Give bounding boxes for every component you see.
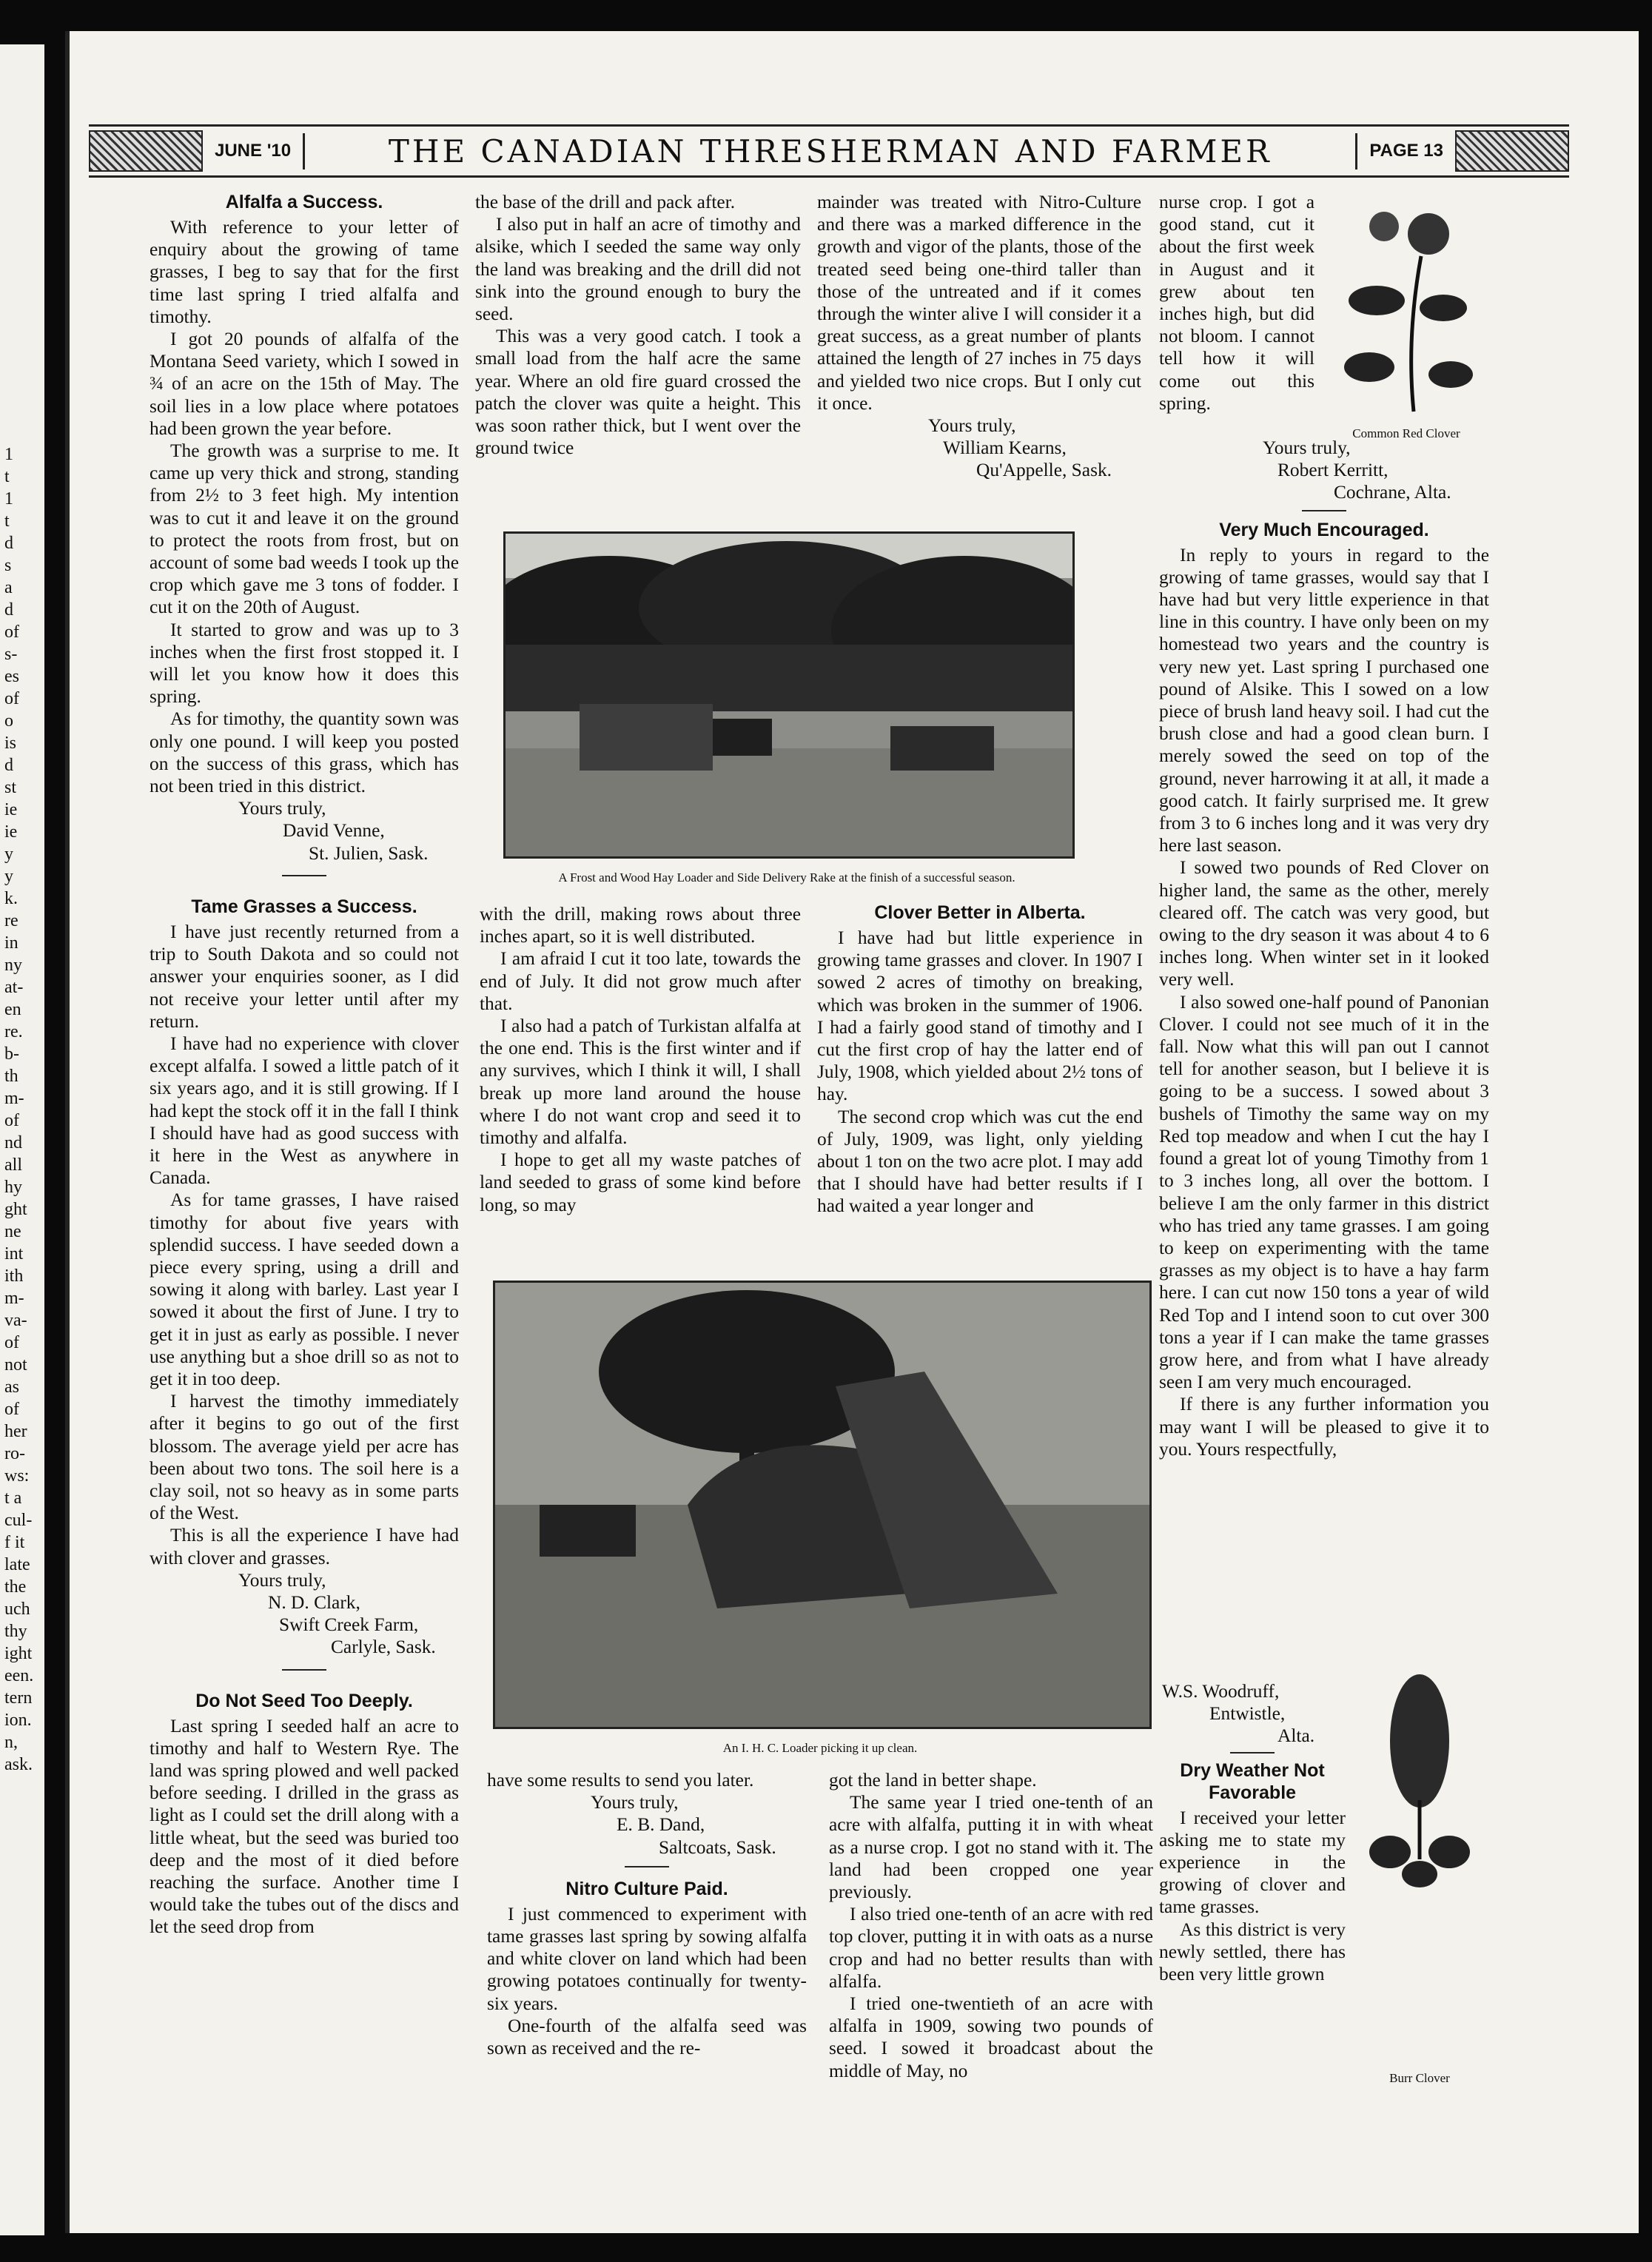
adjacent-page-fragment: ask. <box>4 1755 33 1774</box>
article-heading: Dry Weather Not Favorable <box>1180 1759 1325 1803</box>
paragraph: The second crop which was cut the end of July, 1909, was light, only yielding about 1 ton on the two acre plot. I may add that I should have had better results if I had waited a year longer and <box>817 1106 1143 1217</box>
paragraph: I just commenced to experiment with tame grasses last spring by sowing alfalfa and white clover on land which had been growing potatoes continually for twenty-six years. <box>487 1903 807 2014</box>
paragraph: As this district is very newly settled, there has been very little grown <box>1159 1919 1346 1985</box>
adjacent-page-fragment: as <box>4 1377 19 1397</box>
adjacent-page-fragment: s- <box>4 645 18 664</box>
adjacent-page-fragment: t a <box>4 1489 22 1508</box>
paragraph: I also had a patch of Turkistan alfalfa at the one end. This is the first winter and if any survives, which I think it will, I shall break up more land around the house where I do not want crop and seed it to timothy and alfalfa. <box>480 1016 801 1149</box>
adjacent-page-fragment: of <box>4 1400 19 1419</box>
paragraph: With reference to your letter of enquiry about the growing of tame grasses, I beg to say that for the first time last spring I tried alfalfa and timothy. <box>150 217 459 327</box>
divider <box>625 1866 669 1867</box>
adjacent-page-fragment: y <box>4 867 13 886</box>
signature-line: Yours truly, <box>238 1569 326 1591</box>
paragraph: mainder was treated with Nitro-Culture and there was a marked difference in the growth and vigor of the plants, those of the treated seed being one-third taller than those of the untreated and if it comes through the winter alive I will consider it a great success, as a great number of plants attained the length of 27 inches in 75 days and yielded two nice crops. But I only cut it once. <box>817 192 1141 414</box>
adjacent-page-fragment: ny <box>4 956 22 975</box>
paragraph: This was a very good catch. I took a small load from the half acre the same year. Where an old fire guard crossed the patch the clover was quite a height. This was soon rather thick, but I went over the ground twice <box>475 326 801 459</box>
paragraph: I am afraid I cut it too late, towards the end of July. It did not grow much after that. <box>480 948 801 1014</box>
photo-caption: An I. H. C. Loader picking it up clean. <box>722 1741 918 1755</box>
burr-clover-illustration <box>1346 1674 1494 1896</box>
photo-ihc-loader-image <box>495 1283 1149 1727</box>
adjacent-page-fragment: b- <box>4 1044 19 1064</box>
signature-line: Saltcoats, Sask. <box>659 1836 776 1858</box>
paragraph: One-fourth of the alfalfa seed was sown as received and the re- <box>487 2015 807 2059</box>
adjacent-page-fragment: hy <box>4 1178 22 1197</box>
signature-line: Entwistle, <box>1209 1703 1286 1725</box>
adjacent-page-fragment: uch <box>4 1600 30 1619</box>
adjacent-page-fragment: s <box>4 556 12 575</box>
issue-date: JUNE '10 <box>215 141 292 161</box>
adjacent-page-fragment: n, <box>4 1733 18 1752</box>
adjacent-page-fragment: all <box>4 1155 22 1175</box>
adjacent-page-fragment: m- <box>4 1289 24 1308</box>
masthead-ornament-left <box>89 130 203 172</box>
article-heading: Alfalfa a Success. <box>225 192 383 212</box>
adjacent-page-fragment: t <box>4 467 10 486</box>
paragraph: the base of the drill and pack after. <box>475 192 736 212</box>
signature <box>487 1791 807 1859</box>
paragraph: As for tame grasses, I have raised timothy for about five years with splendid success. I have seeded down a piece every spring, using a drill and sowing it along with barley. Last year I sowed it about the first of June. I try to get it in just as early as possible. I never use anything but a shoe drill so as not to get it in too deep. <box>150 1189 459 1389</box>
article-heading: Do Not Seed Too Deeply. <box>195 1690 413 1711</box>
publication-title: THE CANADIAN THRESHERMAN AND FARMER <box>303 133 1357 170</box>
signature-line: E. B. Dand, <box>617 1814 705 1836</box>
signature-line: St. Julien, Sask. <box>309 842 429 864</box>
page-number: PAGE 13 <box>1369 141 1443 161</box>
adjacent-page-fragment: in <box>4 933 19 953</box>
adjacent-page-fragment: y <box>4 845 13 864</box>
adjacent-page-fragment: late <box>4 1555 30 1574</box>
signature-line: Yours truly, <box>1263 437 1351 458</box>
paragraph: This is all the experience I have had with clover and grasses. <box>150 1525 459 1568</box>
adjacent-page-fragment: ro- <box>4 1444 25 1463</box>
adjacent-page-fragment: d <box>4 756 13 775</box>
adjacent-page-fragment: f it <box>4 1533 25 1552</box>
signature-line: Yours truly, <box>928 415 1016 437</box>
divider <box>282 875 326 876</box>
photo-hay-loader-image <box>506 534 1072 856</box>
adjacent-page-fragment: is <box>4 734 17 753</box>
adjacent-page-fragment: t <box>4 511 10 531</box>
signature-line: Qu'Appelle, Sask. <box>976 460 1112 481</box>
paragraph: I also tried one-tenth of an acre with red top clover, putting it in with oats as a nurse crop and had no better results than with alfalfa. <box>829 1904 1153 1992</box>
paragraph: I harvest the timothy immediately after it begins to go out of the first blossom. The average yield per acre has been about two tons. The soil here is a clay soil, not so heavy as in some parts of the West. <box>150 1391 459 1524</box>
article-heading: Clover Better in Alberta. <box>874 902 1086 923</box>
adjacent-page-fragment: of <box>4 622 19 642</box>
masthead-ornament-right <box>1455 130 1569 172</box>
adjacent-page-fragment: 1 <box>4 489 13 509</box>
column-3-top <box>817 191 1141 482</box>
paragraph: The growth was a surprise to me. It came up very thick and strong, standing from 2½ to 3 feet high. My intention was to cut it and leave it on the ground to protect the roots from frost, but on account of some bad weeds I took up the crop which gave me 3 tons of fodder. I cut it on the 20th of August. <box>150 440 459 618</box>
signature-line: N. D. Clark, <box>268 1591 360 1613</box>
signature <box>1159 1680 1346 1748</box>
adjacent-page-fragment: ght <box>4 1200 27 1219</box>
paragraph: I hope to get all my waste patches of land seeded to grass of some kind before long, so may <box>480 1150 801 1215</box>
divider <box>1302 510 1346 511</box>
paragraph: I tried one-twentieth of an acre with alfalfa in 1909, sowing two pounds of seed. I sowed it broadcast about the middle of May, no <box>829 1993 1153 2081</box>
adjacent-page-fragment: ne <box>4 1222 21 1241</box>
signature <box>150 1569 459 1659</box>
paragraph: I sowed two pounds of Red Clover on higher land, the same as the other, merely cleared off. The catch was very good, but owing to the dry season it was about 4 to 6 inches long. When winter set in it looked very well. <box>1159 857 1489 990</box>
column-2-top <box>475 191 801 459</box>
red-clover-icon <box>1325 189 1480 426</box>
adjacent-page-fragment: st <box>4 778 17 797</box>
adjacent-page-fragment: re <box>4 911 19 930</box>
adjacent-page-fragment: th <box>4 1067 19 1086</box>
adjacent-page-fragment: at- <box>4 978 24 997</box>
clover-caption: Burr Clover <box>1389 2071 1450 2085</box>
masthead <box>89 124 1569 178</box>
adjacent-page-fragment: her <box>4 1422 27 1441</box>
adjacent-page-fragment: d <box>4 600 13 620</box>
paragraph: In reply to yours in regard to the growing of tame grasses, would say that I have had but very little experience in that line in this country. I have only been on my homestead two years and the country is very new yet. Last spring I purchased one pound of Alsike. This I sowed on a low piece of brush land heavy soil. I had cut the brush close and had a good clean burn. I merely sowed the seed on top of the ground, never harrowing it at all, it made a good catch. It fairly surprised me. It grew from 3 to 6 inches long and it was very dry here last season. <box>1159 544 1489 856</box>
signature-line: Carlyle, Sask. <box>331 1637 436 1658</box>
paragraph: I received your letter asking me to state my experience in the growing of clover and tame grasses. <box>1159 1807 1346 1918</box>
adjacent-page-fragment: ion. <box>4 1711 32 1730</box>
red-clover-illustration <box>1325 189 1480 426</box>
paragraph: If there is any further information you may want I will be pleased to give it to you. Yours respectfully, <box>1159 1394 1489 1460</box>
photo-caption: A Frost and Wood Hay Loader and Side Delivery Rake at the finish of a successful season. <box>558 870 1015 885</box>
paragraph: with the drill, making rows about three inches apart, so it is well distributed. <box>480 904 801 947</box>
column-1 <box>150 191 459 1939</box>
burr-clover-icon <box>1346 1674 1494 1896</box>
signature-line: David Venne, <box>283 820 385 842</box>
adjacent-page-fragment: ight <box>4 1644 33 1663</box>
adjacent-page-fragment: not <box>4 1355 27 1375</box>
signature-line: Yours truly, <box>238 798 326 819</box>
divider <box>1230 1752 1275 1753</box>
paragraph: I also put in half an acre of timothy and alsike, which I seeded the same way only the land was breaking and the drill did not sink into the ground enough to bury the seed. <box>475 214 801 325</box>
paragraph: I have had but little experience in growing tame grasses and clover. In 1907 I sowed 2 acres of timothy on breaking, which was broken in the summer of 1906. I had a fairly good stand of timothy and I cut the first crop of hay the latter end of July, 1908, which yielded about 2½ tons of hay. <box>817 927 1143 1105</box>
adjacent-page-fragment: tern <box>4 1688 33 1708</box>
paragraph: I got 20 pounds of alfalfa of the Montana Seed variety, which I sowed in ¾ of an acre on the 15th of May. The soil lies in a low place where potatoes had been grown the year before. <box>150 329 459 439</box>
paragraph: I have just recently returned from a trip to South Dakota and so could not answer your enquiries sooner, as I did not receive your letter until after my return. <box>150 921 459 1032</box>
paragraph: nurse crop. I got a good stand, cut it about the first week in August and it grew about ten inches high, but did not bloom. I cannot tell how it will come out this spring. <box>1159 192 1314 414</box>
paragraph: Last spring I seeded half an acre to timothy and half to Western Rye. The land was spring plowed and well packed before seeding. I drilled in the grass as light as I could set the drill along with a little wheat, but the seed was buried too deep and the most of it died before reaching the surface. Another time I would take the tubes out of the discs and let the seed drop from <box>150 1715 459 1938</box>
signature-line: Cochrane, Alta. <box>1334 482 1451 503</box>
paragraph: The same year I tried one-tenth of an acre with alfalfa, putting it in with wheat as a nurse crop. I got no stand with it. The land had been cropped one year previously. <box>829 1792 1153 1903</box>
adjacent-page-fragment: of <box>4 689 19 708</box>
photo-ihc-loader <box>493 1281 1152 1729</box>
paragraph: got the land in better shape. <box>829 1770 1037 1791</box>
column-3-bottom <box>829 1769 1153 2082</box>
column-3-mid <box>817 902 1143 1218</box>
adjacent-page-fragment: ie <box>4 822 18 842</box>
column-4-bottom <box>1159 1680 1346 1985</box>
adjacent-page-fragment: nd <box>4 1133 22 1152</box>
adjacent-page-strip <box>0 44 44 2235</box>
adjacent-page-fragment: k. <box>4 889 18 908</box>
signature-line: W.S. Woodruff, <box>1162 1681 1280 1702</box>
adjacent-page-fragment: een. <box>4 1666 34 1685</box>
adjacent-page-fragment: cul- <box>4 1511 33 1530</box>
paragraph: As for timothy, the quantity sown was only one pound. I will keep you posted on the success of this grass, which has not been tried in this district. <box>150 708 459 797</box>
clover-caption: Common Red Clover <box>1352 426 1460 440</box>
signature <box>817 415 1141 482</box>
column-2-mid <box>480 903 801 1216</box>
adjacent-page-fragment: 1 <box>4 445 13 464</box>
paragraph: I also sowed one-half pound of Panonian Clover. I could not see much of it in the fall. Now what this will pan out I cannot tell for another season, but I believe it is going to be a success. I sowed about 3 bushels of Timothy the same way on my Red top meadow and when I cut the hay I found a great lot of young Timothy from 1 to 3 inches long, all over the bottom. I believe I am the only farmer in this district who has tried any tame grasses. I am going to keep on experimenting with the tame grasses as my object is to have a hay farm here. I can cut now 150 tons a year of wild Red Top and I intend soon to cut over 300 tons a year if I can make the tame grasses grow here, and from what I have already seen I am very much encouraged. <box>1159 991 1489 1393</box>
paragraph: I have had no experience with clover except alfalfa. I sowed a little patch of it six years ago, and it is still growing. If I had kept the stock off it in the fall I think I should have had as good success with it here in the West as anywhere in Canada. <box>150 1033 459 1189</box>
adjacent-page-fragment: va- <box>4 1311 27 1330</box>
signature-line: Alta. <box>1277 1725 1315 1747</box>
adjacent-page-fragment: ws: <box>4 1466 30 1486</box>
photo-hay-loader <box>503 531 1075 859</box>
adjacent-page-fragment: a <box>4 578 13 597</box>
divider <box>282 1669 326 1671</box>
adjacent-page-fragment: ith <box>4 1266 24 1286</box>
signature <box>150 797 459 865</box>
adjacent-page-fragment: d <box>4 534 13 553</box>
signature-line: Swift Creek Farm, <box>279 1614 419 1636</box>
column-4 <box>1159 437 1489 1460</box>
article-heading: Nitro Culture Paid. <box>565 1878 728 1899</box>
signature-line: Yours truly, <box>591 1792 679 1813</box>
paragraph: have some results to send you later. <box>487 1770 754 1791</box>
article-heading: Very Much Encouraged. <box>1219 519 1429 540</box>
column-2-bottom <box>487 1769 807 2059</box>
adjacent-page-fragment: of <box>4 1111 19 1130</box>
adjacent-page-fragment: ie <box>4 800 18 819</box>
adjacent-page-fragment: int <box>4 1244 24 1263</box>
adjacent-page-fragment: es <box>4 667 19 686</box>
adjacent-page-fragment: the <box>4 1577 27 1597</box>
adjacent-page-fragment: of <box>4 1333 19 1352</box>
paragraph: It started to grow and was up to 3 inches when the first frost stopped it. I will let you know how it does this spring. <box>150 619 459 708</box>
adjacent-page-fragment: o <box>4 711 13 731</box>
article-heading: Tame Grasses a Success. <box>191 896 417 917</box>
signature-line: Robert Kerritt, <box>1277 460 1389 481</box>
column-4-narrow <box>1159 191 1314 415</box>
signature-line: William Kearns, <box>943 437 1067 459</box>
adjacent-page-fragment: m- <box>4 1089 24 1108</box>
adjacent-page-fragment: thy <box>4 1622 27 1641</box>
adjacent-page-fragment: en <box>4 1000 21 1019</box>
signature <box>1159 437 1489 504</box>
adjacent-page-fragment: re. <box>4 1022 23 1041</box>
